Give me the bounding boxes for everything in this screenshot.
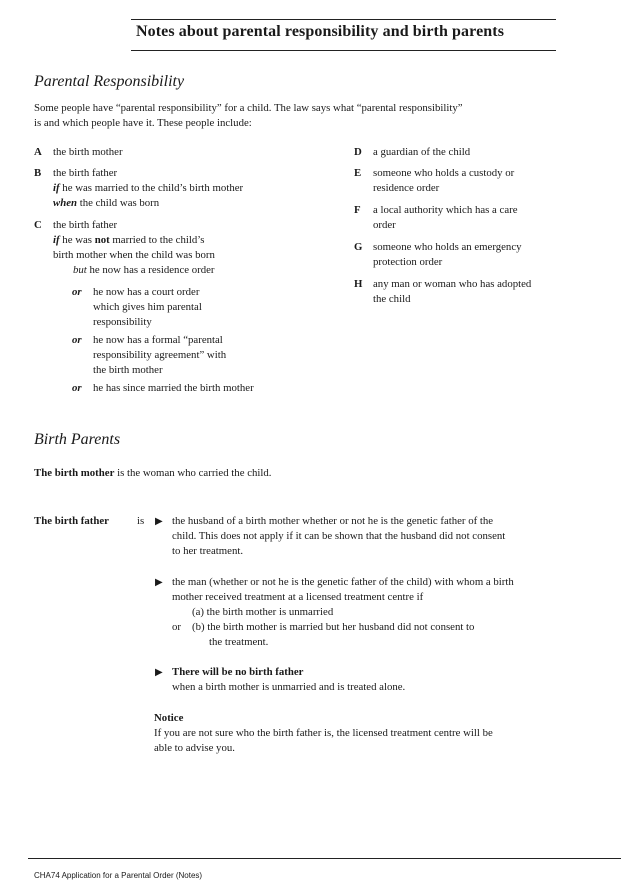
item-b-line-2-rest: he was married to the child’s birth mother: [59, 182, 244, 194]
or-connector: or: [72, 382, 82, 394]
item-letter: B: [34, 167, 42, 179]
item-f: [354, 203, 594, 235]
notice-block: [154, 711, 493, 756]
not-word: not: [94, 234, 110, 246]
item-g-line-2: protection order: [373, 256, 443, 268]
item-a: [34, 145, 334, 161]
item-b-line-1: the birth father: [53, 167, 118, 179]
item-c-line-3: birth mother when the child was born: [53, 249, 215, 261]
title-top-rule: [131, 19, 556, 20]
item-d: [354, 145, 594, 161]
birth-mother-text: is the woman who carried the child.: [114, 467, 272, 479]
b1-line-1: the husband of a birth mother whether or not he is the genetic father of the: [172, 515, 494, 527]
item-d-line-1: a guardian of the child: [373, 146, 471, 158]
is-word: is: [137, 515, 145, 527]
item-text: [373, 277, 531, 307]
item-e-line-1: someone who holds a custody or: [373, 167, 515, 179]
item-letter: G: [354, 241, 363, 253]
or2-line-2: responsibility agreement” with: [93, 349, 227, 361]
item-b-line-3-rest: the child was born: [77, 197, 160, 209]
item-text: the birth mother: [53, 146, 123, 158]
birth-mother-label: The birth mother: [34, 467, 115, 479]
but-word: but: [73, 264, 87, 276]
b2-b-line: (b) the birth mother is married but her husband did not consent to: [192, 621, 475, 633]
when-word: when: [53, 197, 78, 209]
item-c-line-2: [53, 233, 215, 248]
item-c-line-2-end: married to the child’s: [109, 234, 205, 246]
item-h: [354, 277, 594, 309]
intro-line-2: is and which people have it. These people include:: [34, 117, 252, 129]
page-title: Notes about parental responsibility and birth parents: [136, 23, 505, 40]
item-e: [354, 166, 594, 198]
birth-parents-heading: Birth Parents: [34, 431, 121, 448]
item-g-line-1: someone who holds an emergency: [373, 241, 522, 253]
item-c-line-2-rest: he was: [59, 234, 95, 246]
notice-heading: Notice: [154, 712, 184, 724]
notice-line-2: able to advise you.: [154, 742, 235, 754]
item-letter: C: [34, 219, 42, 231]
title-bottom-rule: [131, 50, 556, 51]
footer-rule: [28, 858, 621, 859]
father-bullet-1: [172, 514, 505, 559]
item-letter: H: [354, 278, 363, 290]
footer-text: CHA74 Application for a Parental Order (Notes): [34, 871, 203, 880]
item-h-line-1: any man or woman who has adopted: [373, 278, 532, 290]
bullet-arrow-icon: ▶: [155, 516, 163, 527]
item-f-line-2: order: [373, 219, 396, 231]
birth-mother-definition: [34, 466, 271, 481]
if-word: if: [53, 182, 60, 194]
b2-b-line-2: the treatment.: [209, 636, 269, 648]
b2-line-2: mother received treatment at a licensed treatment centre if: [172, 591, 424, 603]
father-bullet-3: [172, 665, 405, 695]
or2-line-1: he now has a formal “parental: [93, 334, 223, 346]
if-word: if: [53, 234, 60, 246]
item-letter: E: [354, 167, 362, 179]
b2-or-word: or: [172, 621, 181, 633]
b2-a-line: (a) the birth mother is unmarried: [192, 606, 334, 618]
parental-responsibility-heading: Parental Responsibility: [34, 73, 185, 90]
item-letter: F: [354, 204, 361, 216]
item-b: [34, 166, 334, 214]
item-text: [53, 166, 243, 211]
item-text: [53, 218, 215, 278]
item-f-line-1: a local authority which has a care: [373, 204, 518, 216]
item-letter: D: [354, 146, 362, 158]
item-g: [354, 240, 594, 272]
item-c-line-4: [53, 263, 215, 278]
intro-line-1: Some people have “parental responsibility” for a child. The law says what “parental responsibility”: [34, 102, 463, 114]
or-connector: or: [72, 334, 82, 346]
father-bullet-2: [172, 575, 514, 650]
item-text: [373, 145, 470, 160]
notice-line-1: If you are not sure who the birth father is, the licensed treatment centre will be: [154, 727, 493, 739]
b3-bold-line: There will be no birth father: [172, 666, 304, 678]
item-letter: A: [34, 146, 42, 158]
or1-line-3: responsibility: [93, 316, 152, 328]
or1-line-1: he now has a court order: [93, 286, 200, 298]
b3-line-2: when a birth mother is unmarried and is treated alone.: [172, 681, 406, 693]
b2-b-row: [172, 620, 514, 635]
or1-line-2: which gives him parental: [93, 301, 202, 313]
item-b-line-2: [53, 181, 243, 196]
or2-line-3: the birth mother: [93, 364, 163, 376]
item-text: [373, 203, 518, 233]
b1-line-3: to her treatment.: [172, 545, 244, 557]
item-text: [373, 166, 514, 196]
b2-line-1: the man (whether or not he is the genetic father of the child) with whom a birth: [172, 576, 514, 588]
item-c-line-4-rest: he now has a residence order: [86, 264, 215, 276]
or3-line-1: he has since married the birth mother: [93, 382, 254, 394]
birth-father-label: The birth father: [34, 515, 109, 527]
bullet-arrow-icon: ▶: [155, 667, 163, 678]
bullet-arrow-icon: ▶: [155, 577, 163, 588]
item-h-line-2: the child: [373, 293, 411, 305]
item-c-line-1: the birth father: [53, 219, 118, 231]
b1-line-2: child. This does not apply if it can be shown that the husband did not consent: [172, 530, 506, 542]
item-e-line-2: residence order: [373, 182, 440, 194]
or-connector: or: [72, 286, 82, 298]
item-b-line-3: [53, 196, 243, 211]
item-text: [373, 240, 522, 270]
